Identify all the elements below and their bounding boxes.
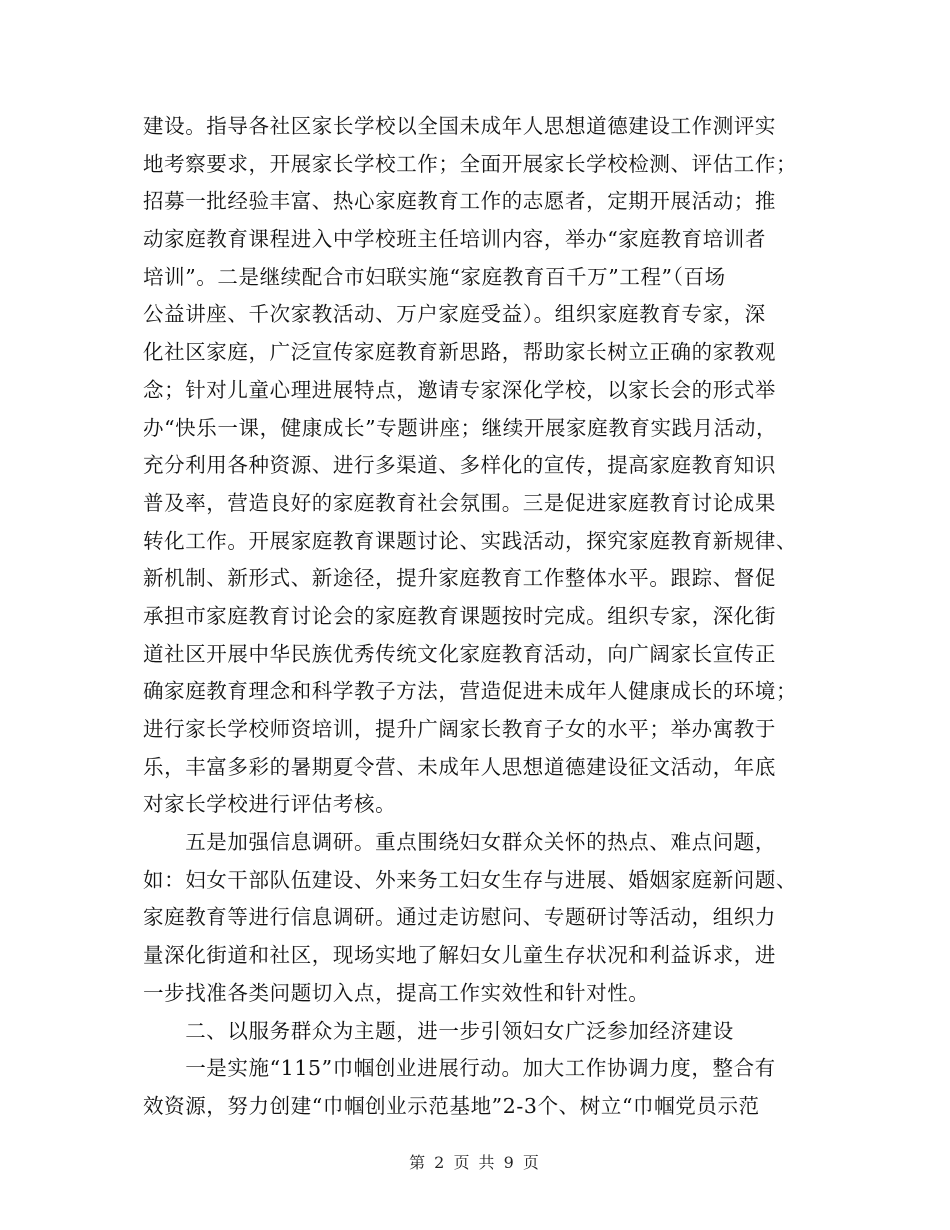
text-line: 一是实施“115”巾帼创业进展行动。加大工作协调力度，整合有 — [143, 1056, 776, 1081]
text-line: 进行家长学校师资培训，提升广阔家长教育子女的水平；举办寓教于 — [143, 717, 776, 741]
text-line: 新机制、新形式、新途径，提升家庭教育工作整体水平。跟踪、督促 — [143, 566, 776, 591]
section-heading: 二、以服务群众为主题，进一步引领妇女广泛参加经济建设 — [143, 1018, 734, 1043]
text-line: 建设。指导各社区家长学校以全国未成年人思想道德建设工作测评实 — [143, 114, 776, 138]
text-line: 培训”。二是继续配合市妇联实施“家庭教育百千万”工程”（百场 — [143, 264, 726, 289]
body-text — [143, 108, 813, 1126]
text-line: 道社区开展中华民族优秀传统文化家庭教育活动，向广阔家长宣传正 — [143, 641, 776, 666]
text-line: 普及率，营造良好的家庭教育社会氛围。三是促进家庭教育讨论成果 — [143, 490, 776, 515]
text-line: 公益讲座、千次家教活动、万户家庭受益）。组织家庭教育专家，深 — [143, 302, 766, 327]
text-line: 效资源，努力创建“巾帼创业示范基地”2-3个、树立“巾帼党员示范 — [143, 1093, 760, 1118]
text-line: 动家庭教育课程进入中学校班主任培训内容，举办“家庭教育培训者 — [143, 227, 766, 252]
text-line: 办“快乐一课，健康成长”专题讲座；继续开展家庭教育实践月活动， — [143, 415, 778, 440]
text-line: 一步找准各类问题切入点，提高工作实效性和针对性。 — [143, 980, 650, 1005]
text-line: 化社区家庭，广泛宣传家庭教育新思路，帮助家长树立正确的家教观 — [143, 340, 776, 365]
text-line: 乐，丰富多彩的暑期夏令营、未成年人思想道德建设征文活动，年底 — [143, 754, 776, 779]
text-line: 转化工作。开展家庭教育课题讨论、实践活动，探究家庭教育新规律、 — [143, 528, 798, 553]
text-line: 念；针对儿童心理进展特点，邀请专家深化学校，以家长会的形式举 — [143, 377, 776, 402]
text-line: 招募一批经验丰富、热心家庭教育工作的志愿者，定期开展活动；推 — [143, 189, 776, 214]
text-line: 家庭教育等进行信息调研。通过走访慰问、专题研讨等活动，组织力 — [143, 905, 776, 930]
text-line: 确家庭教育理念和科学教子方法，营造促进未成年人健康成长的环境； — [143, 679, 798, 704]
text-line: 对家长学校进行评估考核。 — [143, 792, 397, 817]
text-line: 量深化街道和社区，现场实地了解妇女儿童生存状况和利益诉求，进 — [143, 943, 776, 968]
text-line: 地考察要求，开展家长学校工作；全面开展家长学校检测、评估工作； — [143, 151, 798, 176]
text-line: 五是加强信息调研。重点围绕妇女群众关怀的热点、难点问题， — [143, 830, 776, 855]
text-line: 充分利用各种资源、进行多渠道、多样化的宣传，提高家庭教育知识 — [143, 453, 776, 478]
text-line: 如：妇女干部队伍建设、外来务工妇女生存与进展、婚姻家庭新问题、 — [143, 867, 798, 892]
page-number-footer: 第 2 页 共 9 页 — [409, 1153, 541, 1172]
text-line: 承担市家庭教育讨论会的家庭教育课题按时完成。组织专家，深化街 — [143, 603, 776, 628]
